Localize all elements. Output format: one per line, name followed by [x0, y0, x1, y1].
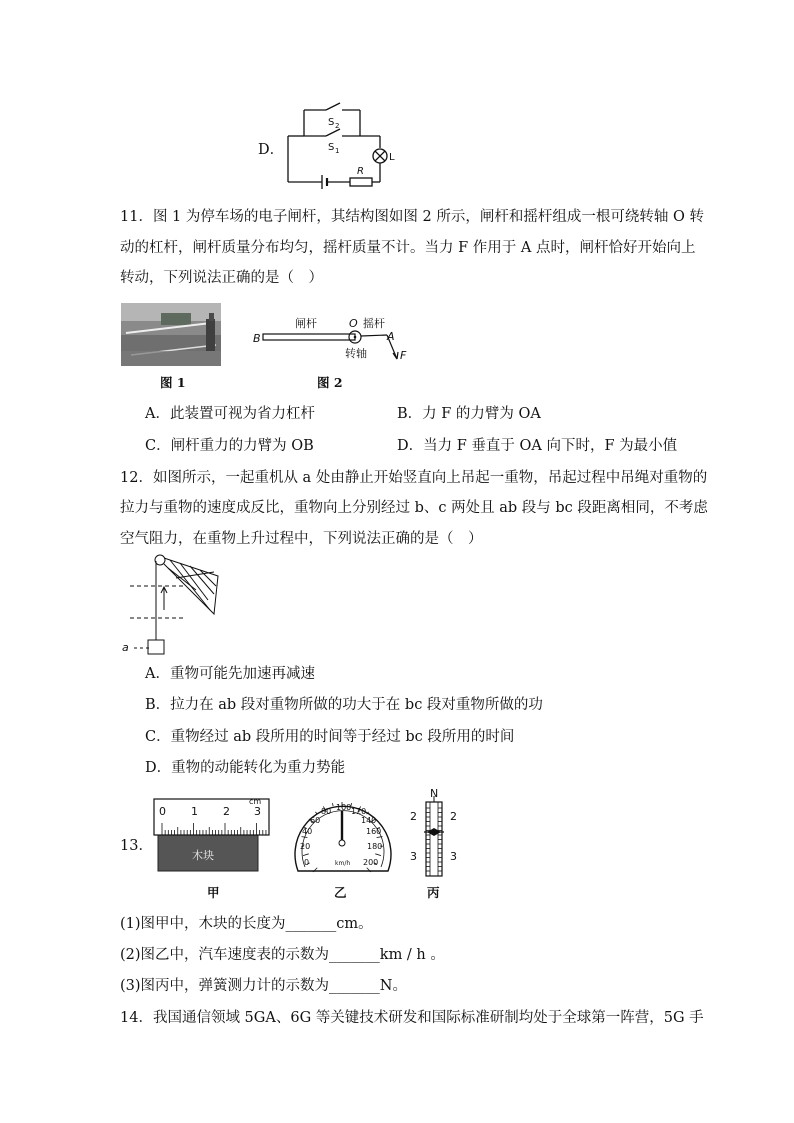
axle-label: 转轴	[345, 347, 367, 360]
ruler-tick-2: 2	[223, 805, 230, 818]
fig1-caption: 图 1	[160, 375, 186, 390]
q12-stem-line2: 拉力与重物的速度成反比，重物向上分别经过 b、c 两处且 ab 段与 bc 段距离相同，不考虑	[120, 500, 708, 516]
caption-bing: 丙	[427, 885, 440, 900]
speed-tick-160: 160	[366, 827, 382, 836]
ruler-tick-1: 1	[191, 805, 198, 818]
spring-scale-figure	[404, 788, 464, 878]
speed-tick-80: 80	[321, 807, 332, 816]
tick-mark	[332, 803, 333, 806]
scale-right-tick-2: 2	[450, 810, 457, 823]
q13-blank-2[interactable]: (2)图乙中，汽车速度表的示数为_______km / h 。	[120, 947, 445, 963]
lamp-label: L	[389, 152, 395, 163]
q12-stem-line3: 空气阻力，在重物上升过程中，下列说法正确的是（ ）	[120, 531, 483, 547]
q11-stem-line3: 转动，下列说法正确的是（ ）	[120, 270, 323, 286]
point-a-label: A	[387, 330, 395, 343]
q11-option-b[interactable]: B．力 F 的力臂为 OA	[397, 406, 541, 422]
q13-blank-1[interactable]: (1)图甲中，木块的长度为_______cm。	[120, 916, 373, 932]
scale-right-tick-3: 3	[450, 850, 457, 863]
q11-option-a[interactable]: A．此装置可视为省力杠杆	[145, 406, 315, 422]
speed-unit: km/h	[335, 860, 351, 867]
q13-number: 13．	[120, 838, 153, 854]
ruler-figure	[150, 793, 275, 875]
caption-yi: 乙	[334, 885, 347, 900]
s2-label: S	[328, 117, 335, 128]
rocker-label: 摇杆	[363, 317, 385, 330]
speed-tick-180: 180	[367, 842, 383, 851]
speed-tick-20: 20	[300, 842, 311, 851]
speed-tick-40: 40	[302, 827, 313, 836]
q12-option-c[interactable]: C．重物经过 ab 段所用的时间等于经过 bc 段所用的时间	[145, 729, 515, 745]
q12-stem-line1: 12．如图所示，一起重机从 a 处由静止开始竖直向上吊起一重物，吊起过程中吊绳对重物的	[120, 470, 708, 486]
speed-tick-200: 200	[363, 858, 379, 867]
ruler-unit: cm	[249, 797, 262, 806]
s1-subscript: 1	[335, 147, 340, 155]
speed-tick-0: 0	[304, 858, 310, 867]
speed-tick-120: 120	[351, 807, 367, 816]
caption-jia: 甲	[207, 885, 220, 900]
crane-diagram	[120, 550, 230, 658]
gate-bar-label: 闸杆	[295, 317, 317, 330]
circuit-diagram	[282, 100, 402, 192]
scale-left-tick-2: 2	[410, 810, 417, 823]
point-a-label: a	[122, 641, 129, 654]
scale-left-tick-3: 3	[410, 850, 417, 863]
q14-stem-line1: 14．我国通信领域 5GA、6G 等关键技术研发和国际标准研制均处于全球第一阵营，5G 手	[120, 1010, 704, 1026]
s1-label: S	[328, 142, 335, 153]
scale-unit: N	[430, 788, 439, 800]
s2-subscript: 2	[335, 122, 340, 130]
option-d-label: D．	[258, 142, 285, 158]
block-label: 木块	[192, 849, 214, 862]
q13-blank-3[interactable]: (3)图丙中，弹簧测力计的示数为_______N。	[120, 978, 407, 994]
speedometer-figure	[288, 793, 398, 877]
fig2-caption: 图 2	[317, 375, 343, 390]
resistor-label: R	[357, 166, 364, 177]
q12-option-b[interactable]: B．拉力在 ab 段对重物所做的功大于在 bc 段对重物所做的功	[145, 697, 543, 713]
point-b-label: B	[253, 332, 261, 345]
q12-option-a[interactable]: A．重物可能先加速再减速	[145, 666, 315, 682]
q12-option-d[interactable]: D．重物的动能转化为重力势能	[145, 760, 346, 776]
speed-tick-140: 140	[361, 816, 377, 825]
lever-diagram	[250, 313, 420, 363]
speed-tick-60: 60	[310, 816, 321, 825]
q11-option-d[interactable]: D．当力 F 垂直于 OA 向下时，F 为最小值	[397, 438, 678, 454]
q11-option-c[interactable]: C．闸杆重力的力臂为 OB	[145, 438, 314, 454]
q11-stem-line2: 动的杠杆，闸杆质量分布均匀，摇杆质量不计。当力 F 作用于 A 点时，闸杆恰好开始向上	[120, 240, 696, 256]
pivot-o-label: O	[349, 317, 358, 330]
q11-stem-line1: 11．图 1 为停车场的电子闸杆，其结构图如图 2 所示，闸杆和摇杆组成一根可绕转轴 O 转	[120, 209, 704, 225]
ruler-tick-0: 0	[159, 805, 166, 818]
parking-gate-photo	[121, 303, 221, 366]
force-f-label: F	[400, 349, 407, 362]
ruler-tick-3: 3	[254, 805, 261, 818]
speed-tick-100: 100	[336, 803, 352, 812]
